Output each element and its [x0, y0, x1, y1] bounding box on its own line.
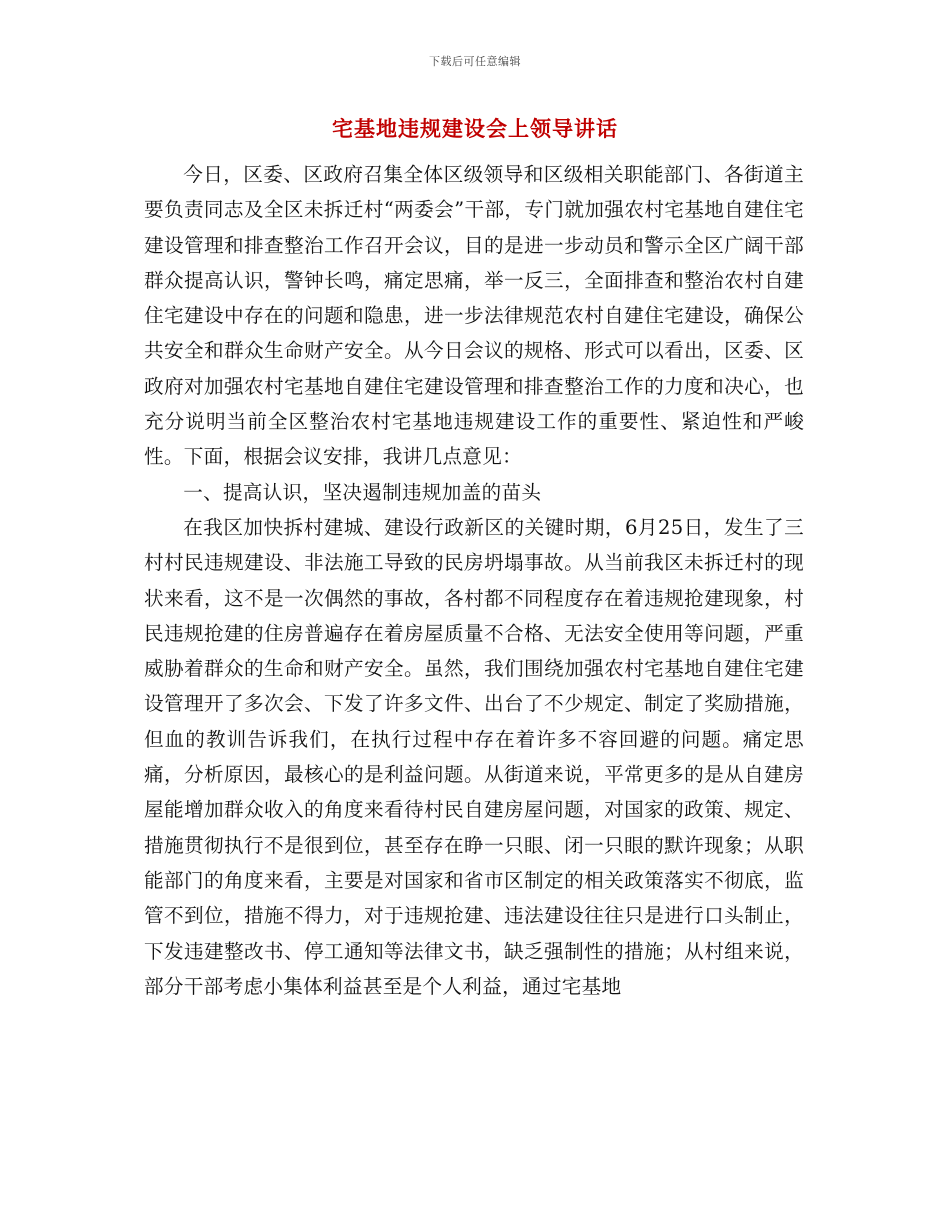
section-heading-1: 一、提高认识，坚决遏制违规加盖的苗头 — [183, 480, 542, 504]
document-body — [144, 157, 804, 1004]
section-paragraph-1: 在我区加快拆村建城、建设行政新区的关键时期，6月25日，发生了三村村民违规建设、非法施工导致的民房坍塌事故。从当前我区未拆迁村的现状来看，这不是一次偶然的事故，各村都不同程度存在着违规抢建现象，村民违规抢建的住房普遍存在着房屋质量不合格、无法安全使用等问题，严重威胁着群众的生命和财产安全。虽然，我们围绕加强农村宅基地自建住宅建设管理开了多次会、下发了许多文件、出台了不少规定、制定了奖励措施，但血的教训告诉我们，在执行过程中存在着许多不容回避的问题。痛定思痛，分析原因，最核心的是利益问题。从街道来说，平常更多的是从自建房屋能增加群众收入的角度来看待村民自建房屋问题，对国家的政策、规定、措施贯彻执行不是很到位，甚至存在睁一只眼、闭一只眼的默许现象；从职能部门的角度来看，主要是对国家和省市区制定的相关政策落实不彻底，监管不到位，措施不得力，对于违规抢建、违法建设往往只是进行口头制止，下发违建整改书、停工通知等法律文书，缺乏强制性的措施；从村组来说，部分干部考虑小集体利益甚至是个人利益，通过宅基地 — [144, 515, 804, 998]
intro-paragraph: 今日，区委、区政府召集全体区级领导和区级相关职能部门、各街道主要负责同志及全区未拆迁村“两委会”干部，专门就加强农村宅基地自建住宅建设管理和排查整治工作召开会议，目的是进一步动员和警示全区广阔干部群众提高认识，警钟长鸣，痛定思痛，举一反三，全面排查和整治农村自建住宅建设中存在的问题和隐患，进一步法律规范农村自建住宅建设，确保公共安全和群众生命财产安全。从今日会议的规格、形式可以看出，区委、区政府对加强农村宅基地自建住宅建设管理和排查整治工作的力度和决心，也充分说明当前全区整治农村宅基地违规建设工作的重要性、紧迫性和严峻性。下面，根据会议安排，我讲几点意见： — [144, 163, 804, 469]
document-title: 宅基地违规建设会上领导讲话 — [332, 116, 618, 141]
header-note: 下载后可任意编辑 — [429, 55, 521, 68]
